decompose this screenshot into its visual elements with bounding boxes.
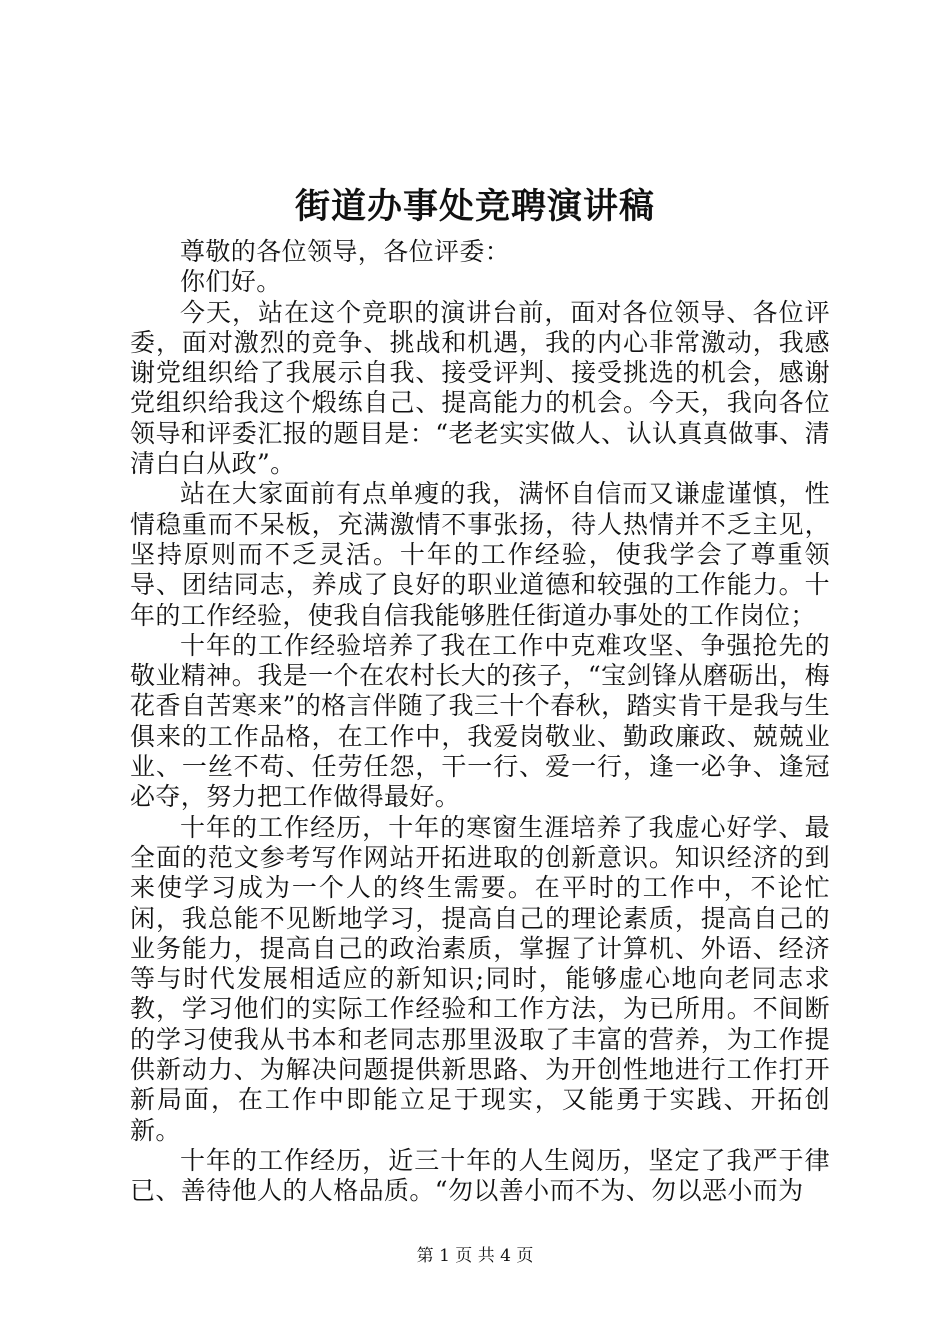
paragraph-self-introduction: 站在大家面前有点单瘦的我，满怀自信而又谦虚谨慎，性情稳重而不呆板，充满激情不事张扬，待人热情并不乏主见，坚持原则而不乏灵活。十年的工作经验，使我学会了尊重领导、团结同志，养成了良好的职业道德和较强的工作能力。十年的工作经验，使我自信我能够胜任街道办事处的工作岗位；: [130, 479, 830, 630]
paragraph-learning: 十年的工作经历，十年的寒窗生涯培养了我虚心好学、最全面的范文参考写作网站开拓进取的创新意识。知识经济的到来使学习成为一个人的终生需要。在平时的工作中，不论忙闲，我总能不见断地学习，提高自己的理论素质，提高自己的业务能力，提高自己的政治素质，掌握了计算机、外语、经济等与时代发展相适应的新知识;同时，能够虚心地向老同志求教，学习他们的实际工作经验和工作方法，为已所用。不间断的学习使我从书本和老同志那里汲取了丰富的营养，为工作提供新动力、为解决问题提供新思路、为开创性地进行工作打开新局面，在工作中即能立足于现实，又能勇于实践、开拓创新。: [130, 812, 830, 1145]
paragraph-salutation: 尊敬的各位领导，各位评委：: [180, 237, 511, 266]
paragraph-character: 十年的工作经历，近三十年的人生阅历，坚定了我严于律已、善待他人的人格品质。“勿以善小而不为、勿以恶小而为: [130, 1145, 830, 1206]
document-title: 街道办事处竞聘演讲稿: [294, 186, 655, 227]
paragraph-work-ethic: 十年的工作经验培养了我在工作中克难攻坚、争强抢先的敬业精神。我是一个在农村长大的孩子，“宝剑锋从磨砺出，梅花香自苦寒来”的格言伴随了我三十个春秋，踏实肯干是我与生俱来的工作品格，在工作中，我爱岗敬业、勤政廉政、兢兢业业、一丝不苟、任劳任怨，干一行、爱一行，逢一必争、逢冠必夺，努力把工作做得最好。: [130, 630, 830, 812]
paragraph-opening: 今天，站在这个竞职的演讲台前，面对各位领导、各位评委，面对激烈的竞争、挑战和机遇，我的内心非常激动，我感谢党组织给了我展示自我、接受评判、接受挑选的机会，感谢党组织给我这个煅练自己、提高能力的机会。今天，我向各位领导和评委汇报的题目是：“老老实实做人、认认真真做事、清清白白从政”。: [130, 297, 830, 479]
page-footer: 第 1 页 共 4 页: [416, 1246, 534, 1266]
document-body: [130, 237, 830, 1207]
paragraph-greeting: 你们好。: [180, 267, 282, 297]
